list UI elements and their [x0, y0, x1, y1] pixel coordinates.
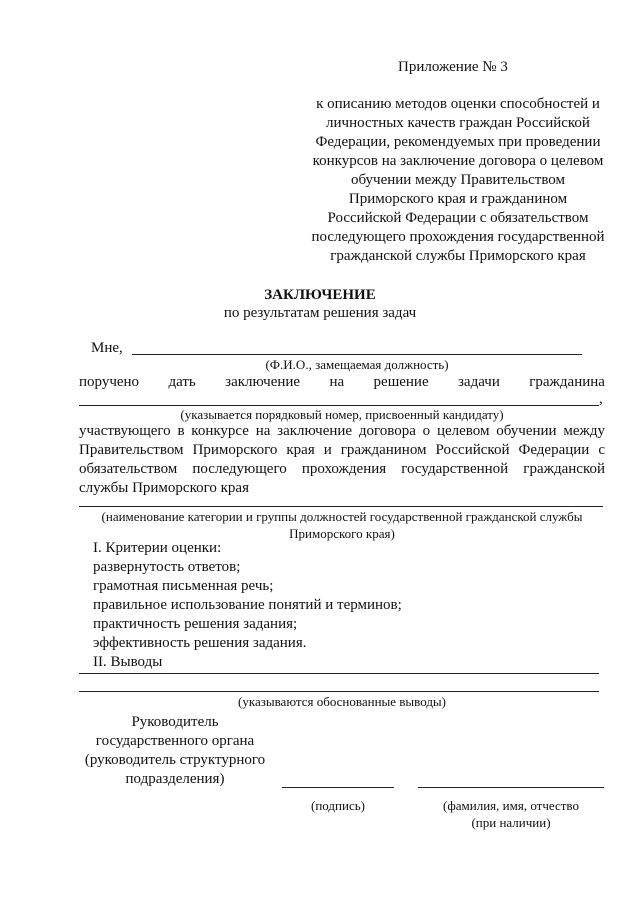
conclusion-line-1 [79, 673, 599, 674]
appendix-line: личностных качеств граждан Российской [326, 115, 590, 131]
word: заключение [225, 374, 301, 390]
instructed-line [79, 373, 605, 392]
word: дать [168, 374, 196, 390]
appendix-line: Российской Федерации с обязательством [327, 210, 589, 226]
name-caption-line: (при наличии) [471, 815, 551, 830]
appendix-line: Приморского края и гражданином [348, 191, 568, 207]
conclusions-caption: (указываются обоснованные выводы) [238, 694, 446, 709]
appendix-line: к описанию методов оценки способностей и [316, 96, 600, 112]
fio-line [132, 354, 582, 355]
word: гражданина [529, 374, 605, 390]
role-line: государственного органа [95, 733, 255, 749]
conclusion-line-2 [79, 691, 599, 692]
category-line [79, 506, 603, 507]
word: поручено [79, 374, 140, 390]
name-caption [418, 797, 604, 831]
appendix-line: обучении между Правительством [350, 172, 566, 188]
criteria-heading: I. Критерии оценки: [93, 540, 222, 556]
criteria-item: эффективность решения задания. [93, 635, 307, 651]
signature-caption: (подпись) [311, 798, 365, 813]
criteria-block [93, 539, 402, 672]
name-line [418, 787, 604, 788]
role-line: (руководитель структурного [84, 752, 266, 768]
document-title: ЗАКЛЮЧЕНИЕ [264, 287, 376, 303]
criteria-item: правильное использование понятий и терминов; [93, 597, 402, 613]
appendix-title: Приложение № 3 [398, 59, 508, 75]
name-caption-line: (фамилия, имя, отчество [443, 798, 579, 813]
role-line: подразделения) [125, 771, 225, 787]
signatory-role [72, 713, 278, 789]
category-caption-line: (наименование категории и группы должностей государственной гражданской службы [101, 509, 583, 524]
criteria-item: грамотная письменная речь; [93, 578, 274, 594]
signature-line [282, 787, 394, 788]
fio-caption: (Ф.И.О., замещаемая должность) [265, 357, 449, 372]
appendix-line: Федерации, рекомендуемых при проведении [315, 134, 601, 150]
document-subtitle: по результатам решения задач [223, 305, 417, 321]
criteria-item: практичность решения задания; [93, 616, 298, 632]
comma: , [599, 391, 603, 407]
conclusions-heading: II. Выводы [93, 654, 163, 670]
appendix-line: последующего прохождения государственной [311, 229, 605, 245]
participant-paragraph: участвующего в конкурсе на заключение договора о целевом обучении между Правительством Приморского края и гражданином Российской Федерации с обязательством последующего прохождения государственной гражданской службы Приморского края [79, 423, 605, 496]
category-caption [79, 508, 605, 542]
role-line: Руководитель [131, 714, 219, 730]
word: решение [373, 374, 429, 390]
word: на [329, 374, 345, 390]
me-label: Мне, [91, 340, 123, 356]
appendix-line: гражданской службы Приморского края [330, 248, 586, 264]
word: задачи [458, 374, 500, 390]
appendix-line: конкурсов на заключение договора о целевом [312, 153, 604, 169]
category-caption-line: Приморского края) [289, 526, 395, 541]
candidate-caption: (указывается порядковый номер, присвоенный кандидату) [180, 407, 504, 422]
criteria-item: развернутость ответов; [93, 559, 241, 575]
appendix-description [288, 95, 628, 266]
